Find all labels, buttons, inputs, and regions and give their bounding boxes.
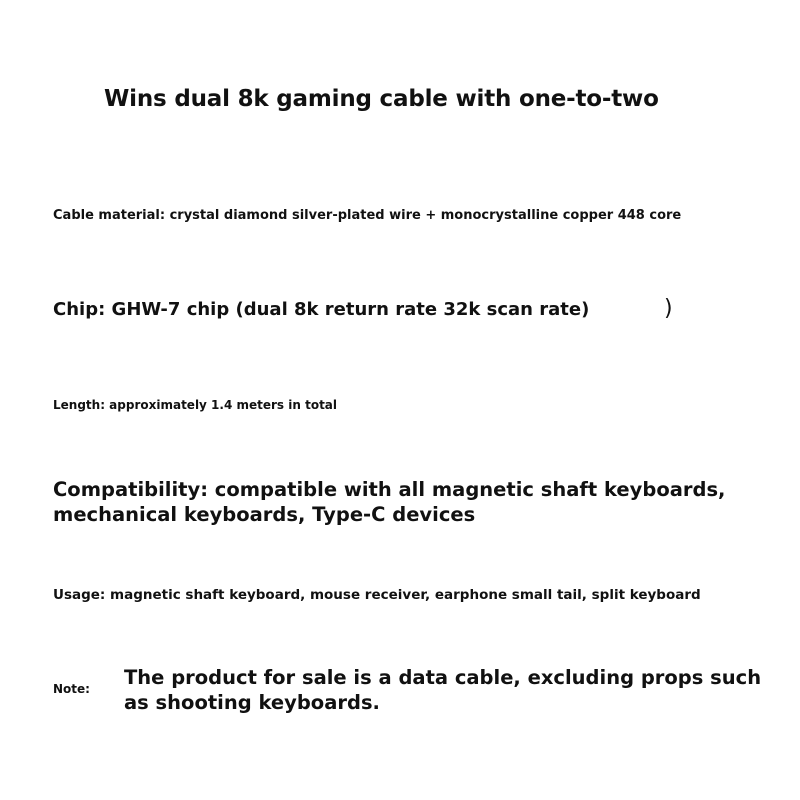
cable-material-spec: Cable material: crystal diamond silver-plated wire + monocrystalline copper 448 core [53,208,682,223]
stray-parenthesis: ) [664,296,673,321]
usage-spec: Usage: magnetic shaft keyboard, mouse receiver, earphone small tail, split keyboard [53,587,701,603]
compatibility-spec: Compatibility: compatible with all magnetic shaft keyboards, mechanical keyboards, Type-C devices [53,478,726,526]
note-text: The product for sale is a data cable, excluding props such as shooting keyboards. [124,666,762,714]
chip-spec: Chip: GHW-7 chip (dual 8k return rate 32k scan rate) [53,299,590,320]
note-label: Note: [53,682,90,696]
length-spec: Length: approximately 1.4 meters in total [53,398,338,412]
product-title: Wins dual 8k gaming cable with one-to-two [104,86,659,112]
